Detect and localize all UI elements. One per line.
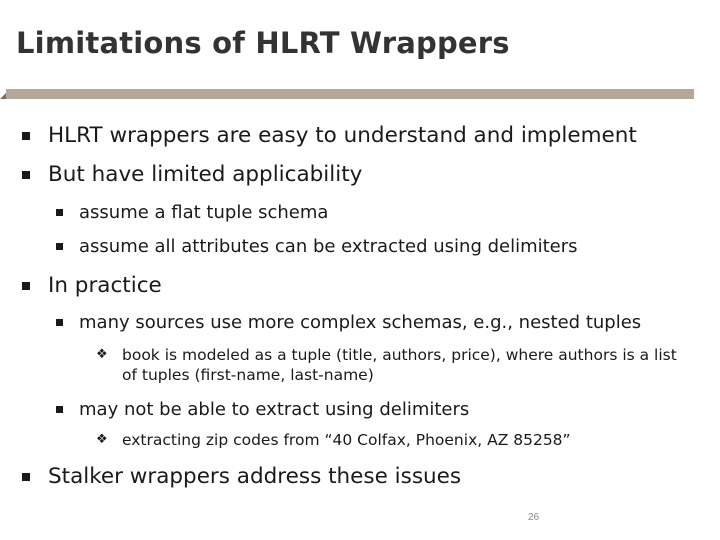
square-bullet-icon xyxy=(22,132,30,140)
bullet-text: But have limited applicability xyxy=(48,162,363,187)
title-divider-bar xyxy=(6,89,694,99)
square-bullet-icon xyxy=(22,282,30,290)
bullet-stalker-wrappers xyxy=(22,465,461,489)
bullet-text: In practice xyxy=(48,273,162,298)
bullet-in-practice xyxy=(22,274,162,298)
sub-bullet-no-delimiters xyxy=(56,399,469,420)
detail-book-tuple xyxy=(96,345,696,385)
sub-bullet-flat-schema xyxy=(56,202,328,223)
square-bullet-icon xyxy=(56,243,63,250)
bullet-hlrt-easy xyxy=(22,124,637,148)
bullet-text: extracting zip codes from “40 Colfax, Phoenix, AZ 85258” xyxy=(122,431,571,449)
square-bullet-icon xyxy=(56,406,63,413)
bullet-text: book is modeled as a tuple (title, authors, price), where authors is a list of tuples (first-name, last-name) xyxy=(122,346,677,384)
bullet-limited-applicability xyxy=(22,163,362,187)
bullet-text: HLRT wrappers are easy to understand and implement xyxy=(48,123,637,148)
slide-title: Limitations of HLRT Wrappers xyxy=(16,26,510,60)
page-number: 26 xyxy=(528,512,540,523)
bullet-text: Stalker wrappers address these issues xyxy=(48,464,462,489)
sub-bullet-delimiters xyxy=(56,236,578,257)
bullet-text: assume a flat tuple schema xyxy=(79,202,329,223)
sub-bullet-complex-schemas xyxy=(56,312,641,333)
bullet-text: many sources use more complex schemas, e.g., nested tuples xyxy=(79,312,642,333)
diamond-bullet-icon: ❖ xyxy=(96,432,108,447)
bullet-text: may not be able to extract using delimiters xyxy=(79,399,470,420)
square-bullet-icon xyxy=(22,473,30,481)
square-bullet-icon xyxy=(56,209,63,216)
bullet-text: assume all attributes can be extracted using delimiters xyxy=(79,236,578,257)
diamond-bullet-icon: ❖ xyxy=(96,347,108,362)
square-bullet-icon xyxy=(56,319,63,326)
square-bullet-icon xyxy=(22,171,30,179)
detail-zip-codes xyxy=(96,430,696,450)
